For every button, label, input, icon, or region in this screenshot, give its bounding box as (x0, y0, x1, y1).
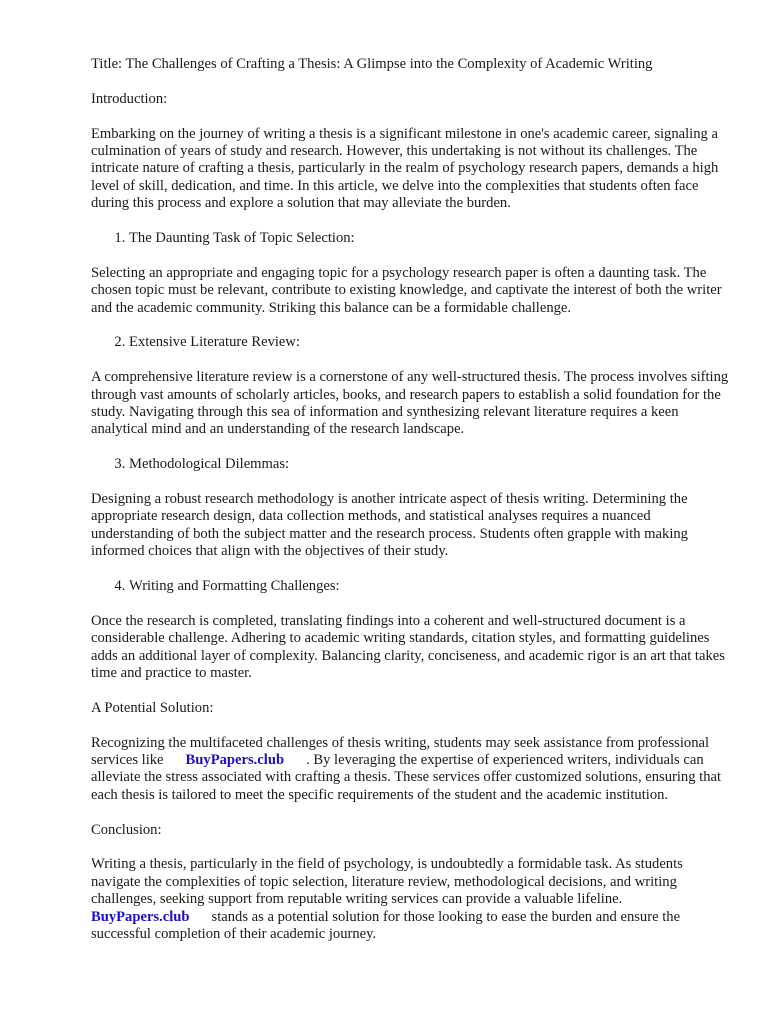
solution-text-after: . By leveraging the expertise of experienced writers, individuals can alleviate the stress associated with crafting a thesis. These services offer customized solutions, ensuring that each thesis is tailored to meet the specific requirements of the student and the academic institution. (91, 752, 722, 803)
section-1-paragraph: Selecting an appropriate and engaging topic for a psychology research paper is often a daunting task. The chosen topic must be relevant, contribute to existing knowledge, and captivate the interest of both the writer and the academic community. Striking this balance can be a formidable challenge. (91, 264, 722, 316)
solution-paragraph (91, 735, 731, 805)
conclusion-heading: Conclusion: (91, 821, 162, 838)
buypapers-link-conclusion[interactable]: BuyPapers.club (91, 908, 190, 925)
section-4-heading: 4. Writing and Formatting Challenges: (129, 578, 731, 595)
solution-heading: A Potential Solution: (91, 699, 214, 716)
section-2-list (91, 334, 731, 351)
introduction-paragraph: Embarking on the journey of writing a thesis is a significant milestone in one's academic career, signaling a culmination of years of study and research. However, this undertaking is not without its challenges. The intricate nature of crafting a thesis, particularly in the realm of psychology research papers, demands a high level of skill, dedication, and time. In this article, we delve into the complexities that students often face during this process and explore a solution that may alleviate the burden. (91, 125, 719, 212)
buypapers-link[interactable]: BuyPapers.club (185, 752, 285, 769)
section-4-paragraph: Once the research is completed, translating findings into a coherent and well-structured document is a considerable challenge. Adhering to academic writing standards, citation styles, and formatting guidelines adds an additional layer of complexity. Balancing clarity, conciseness, and academic rigor is an art that takes time and practice to master. (91, 612, 725, 682)
section-1-heading: 1. The Daunting Task of Topic Selection: (129, 230, 731, 247)
section-1-list (91, 230, 731, 247)
section-4-list (91, 578, 731, 595)
section-3-paragraph: Designing a robust research methodology is another intricate aspect of thesis writing. Determining the appropriate research design, data collection methods, and statistical analyses requires a nuanced understanding of both the subject matter and the research process. Students often grapple with making informed choices that align with the objectives of their study. (91, 491, 688, 560)
introduction-heading: Introduction: (91, 90, 168, 107)
section-2-paragraph: A comprehensive literature review is a cornerstone of any well-structured thesis. The process involves sifting through vast amounts of scholarly articles, books, and research papers to establish a solid foundation for the study. Navigating through this sea of information and synthesizing relevant literature requires a keen analytical mind and an understanding of the research landscape. (91, 369, 729, 438)
conclusion-text-after: stands as a potential solution for those looking to ease the burden and ensure the successful completion of their academic journey. (91, 908, 681, 943)
section-3-heading: 3. Methodological Dilemmas: (129, 456, 731, 473)
conclusion-paragraph (91, 856, 731, 943)
solution-text-before: Recognizing the multifaceted challenges of thesis writing, students may seek assistance from professional services like (91, 734, 710, 769)
document-title: Title: The Challenges of Crafting a Thesis: A Glimpse into the Complexity of Academic Writing (91, 56, 653, 72)
conclusion-text-before: Writing a thesis, particularly in the field of psychology, is undoubtedly a formidable task. As students navigate the complexities of topic selection, literature review, methodological decisions, and writing challenges, seeking support from reputable writing services can provide a valuable lifeline. (91, 856, 683, 908)
section-2-heading: 2. Extensive Literature Review: (129, 334, 731, 351)
section-3-list (91, 456, 731, 473)
document-body (91, 56, 731, 961)
